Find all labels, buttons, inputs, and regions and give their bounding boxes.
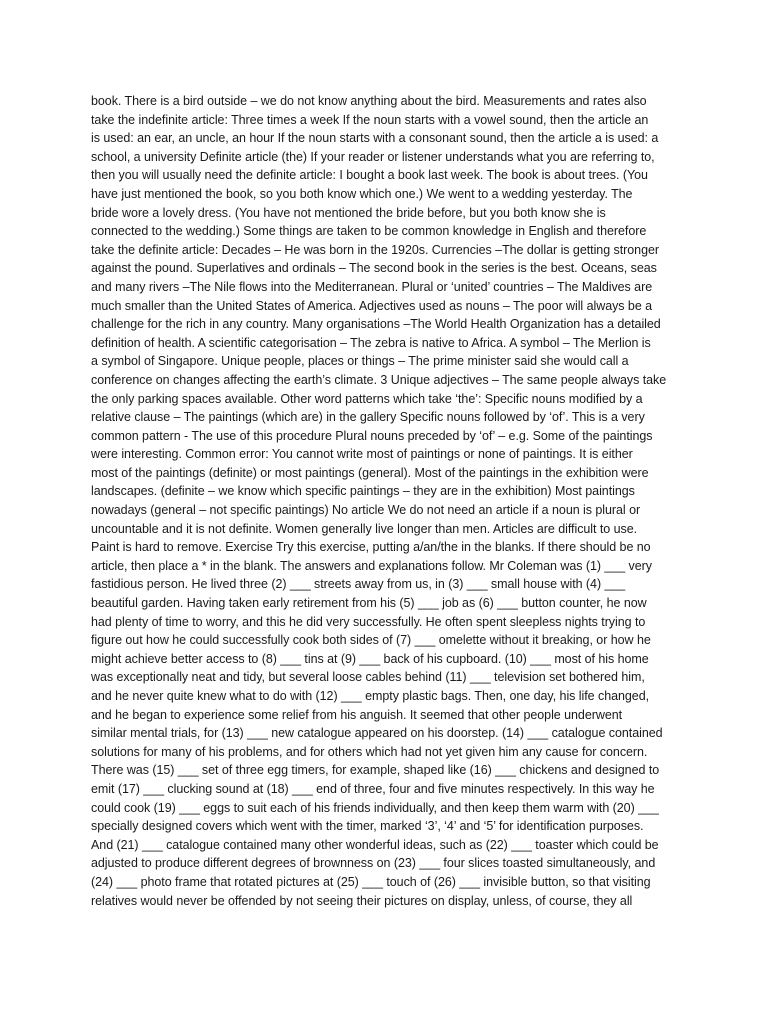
text-line: book. There is a bird outside – we do not know anything about the bird. Measurements and rates also (91, 94, 647, 108)
text-line: emit (17) ___ clucking sound at (18) ___ end of three, four and five minutes respectively. In this way he (91, 781, 655, 796)
text-line: and he never quite knew what to do with (12) ___ empty plastic bags. Then, one day, his life changed, (91, 689, 650, 703)
text-line: bride wore a lovely dress. (You have not mentioned the bride before, but you both know she is (91, 205, 606, 220)
text-line: then you will usually need the definite article: I bought a book last week. The book is about trees. (You (91, 168, 648, 183)
text-line: connected to the wedding.) Some things are taken to be common knowledge in English and therefore (91, 224, 647, 239)
text-line: school, a university Definite article (the) If your reader or listener understands what you are referring to, (91, 149, 655, 164)
text-line: had plenty of time to worry, and this he did very successfully. He often spent sleepless nights trying to (91, 614, 646, 629)
text-line: article, then place a * in the blank. The answers and explanations follow. Mr Coleman was (1) ___ very (91, 558, 652, 573)
text-line: much smaller than the United States of America. Adjectives used as nouns – The poor will always be a (91, 298, 653, 313)
text-line: were interesting. Common error: You cannot write most of paintings or none of paintings. It is either (91, 447, 633, 462)
text-line: uncountable and it is not definite. Women generally live longer than men. Articles are difficult to use. (91, 521, 638, 536)
text-line: conference on changes affecting the earth’s climate. 3 Unique adjectives – The same people always take (91, 372, 667, 387)
text-line: and many rivers –The Nile flows into the Mediterranean. Plural or ‘united’ countries – The Maldives are (91, 279, 653, 294)
text-line: figure out how he could successfully cook both sides of (7) ___ omelette without it breaking, or how he (91, 633, 651, 648)
text-line: There was (15) ___ set of three egg timers, for example, shaped like (16) ___ chickens and designed to (91, 763, 660, 778)
text-line: challenge for the rich in any country. Many organisations –The World Health Organization has a detailed (91, 317, 661, 332)
text-line: fastidious person. He lived three (2) ___ streets away from us, in (3) ___ small house with (4) ___ (91, 577, 626, 592)
text-line: is used: an ear, an uncle, an hour If the noun starts with a consonant sound, then the article a is used: a (91, 131, 659, 146)
text-line: have just mentioned the book, so you both know which one.) We went to a wedding yesterday. The (91, 186, 633, 201)
text-line: relatives would never be offended by not seeing their pictures on display, unless, of course, they all (91, 893, 633, 908)
document-page (91, 92, 681, 910)
text-line: beautiful garden. Having taken early retirement from his (5) ___ job as (6) ___ button counter, he now (91, 596, 647, 611)
text-line: And (21) ___ catalogue contained many other wonderful ideas, such as (22) ___ toaster which could be (91, 837, 659, 852)
text-line: was exceptionally neat and tidy, but several loose cables behind (11) ___ television set bothered him, (91, 670, 645, 685)
text-line: specially designed covers which went with the timer, marked ‘3’, ‘4’ and ‘5’ for identification purposes. (91, 819, 644, 834)
text-line: against the pound. Superlatives and ordinals – The second book in the series is the best. Oceans, seas (91, 261, 657, 276)
text-line: solutions for many of his problems, and for others which had not yet given him any cause for concern. (91, 744, 648, 759)
text-line: a symbol of Singapore. Unique people, places or things – The prime minister said she would call a (91, 354, 629, 369)
text-line: relative clause – The paintings (which are) in the gallery Specific nouns followed by ‘of’. This is a very (91, 410, 645, 425)
text-line: take the definite article: Decades – He was born in the 1920s. Currencies –The dollar is getting stronger (91, 242, 659, 257)
text-line: adjusted to produce different degrees of brownness on (23) ___ four slices toasted simultaneously, and (91, 856, 656, 871)
text-line: could cook (19) ___ eggs to suit each of his friends individually, and then keep them warm with (20) ___ (91, 800, 659, 815)
text-line: definition of health. A scientific categorisation – The zebra is native to Africa. A symbol – The Merlion is (91, 335, 651, 350)
text-line: similar mental trials, for (13) ___ new catalogue appeared on his doorstep. (14) ___ catalogue contained (91, 726, 663, 741)
text-line: Paint is hard to remove. Exercise Try this exercise, putting a/an/the in the blanks. If there should be no (91, 540, 651, 555)
text-line: most of the paintings (definite) or most paintings (general). Most of the paintings in the exhibition were (91, 465, 649, 480)
text-line: take the indefinite article: Three times a week If the noun starts with a vowel sound, then the article an (91, 112, 649, 127)
text-line: nowadays (general – not specific paintings) No article We do not need an article if a noun is plural or (91, 503, 641, 518)
text-line: the only parking spaces available. Other word patterns which take ‘the’: Specific nouns modified by a (91, 391, 643, 406)
text-line: landscapes. (definite – we know which specific paintings – they are in the exhibition) Most paintings (91, 484, 635, 499)
text-line: common pattern - The use of this procedure Plural nouns preceded by ‘of’ – e.g. Some of the paintings (91, 428, 653, 443)
text-line: might achieve better access to (8) ___ tins at (9) ___ back of his cupboard. (10) ___ most of his home (91, 651, 649, 666)
text-line: and he began to experience some relief from his anguish. It seemed that other people underwent (91, 707, 623, 722)
text-line: (24) ___ photo frame that rotated pictures at (25) ___ touch of (26) ___ invisible button, so that visiting (91, 874, 651, 889)
